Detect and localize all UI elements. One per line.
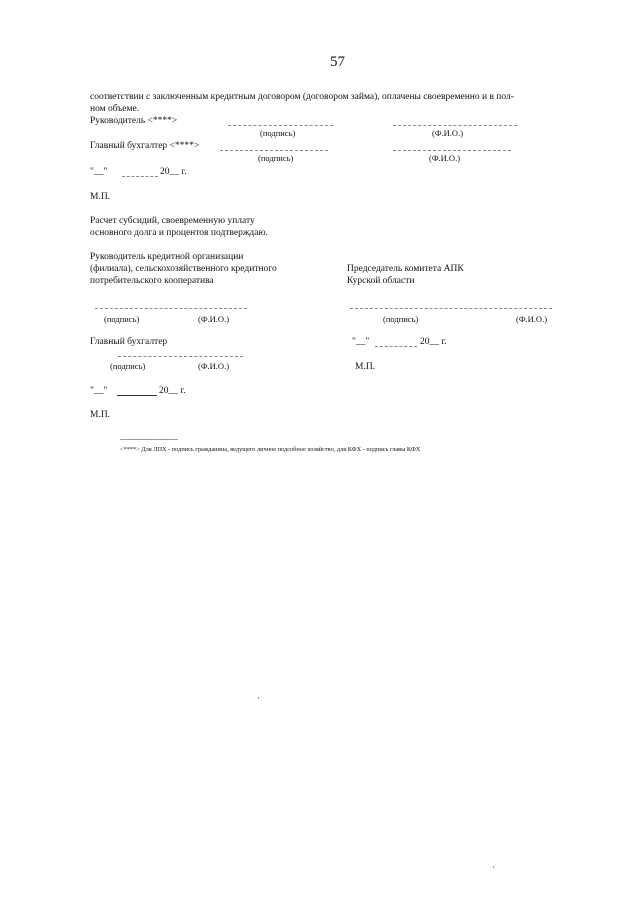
- accountant-label: Главный бухгалтер <****>: [90, 141, 200, 151]
- confirmation-line-1: Расчет субсидий, своевременную уплату: [90, 216, 255, 226]
- committee-line-1: Председатель комитета АПК: [347, 264, 464, 274]
- recipient-date-month-line: [122, 176, 158, 177]
- committee-signature-caption: (подпись): [383, 314, 419, 324]
- credit-org-line-3: потребительского кооператива: [90, 276, 214, 286]
- credit-org-signature-caption: (подпись): [104, 314, 140, 324]
- credit-org-line-1: Руководитель кредитной организации: [90, 252, 244, 262]
- accountant-signature-caption: (подпись): [258, 153, 294, 163]
- committee-name-caption: (Ф.И.О.): [516, 314, 548, 324]
- credit-org-date-quote: "__": [90, 386, 108, 396]
- confirmation-line-2: основного долга и процентов подтверждаю.: [90, 228, 268, 238]
- committee-date-quote: "__": [352, 337, 370, 347]
- accountant-signature-line: [220, 150, 328, 151]
- head-label: Руководитель <****>: [90, 116, 178, 126]
- credit-org-date-month-line: [117, 395, 157, 396]
- intro-line-1: соответствии с заключенным кредитным договором (договором займа), оплачены своевременно и в пол-: [90, 92, 514, 102]
- committee-seal: М.П.: [355, 362, 376, 372]
- credit-org-line-2: (филиала), сельскохозяйственного кредитного: [90, 264, 277, 274]
- credit-org-accountant-label: Главный бухгалтер: [90, 337, 168, 347]
- recipient-date-quote: "__": [90, 167, 108, 177]
- committee-date-year: 20__ г.: [420, 337, 447, 347]
- page-number: 57: [330, 54, 345, 70]
- scan-speck: [493, 866, 494, 868]
- head-name-caption: (Ф.И.О.): [432, 128, 464, 138]
- footnote-separator: --------------------------------: [120, 436, 178, 443]
- recipient-date-year: 20__ г.: [160, 167, 187, 177]
- committee-date-month-line: [375, 346, 417, 347]
- credit-org-name-caption: (Ф.И.О.): [198, 314, 230, 324]
- footnote-text: <****> Для ЛПХ - подпись гражданина, ведущего личное подсобное хозяйство, для КФХ - подпись главы КФХ: [120, 446, 421, 453]
- credit-org-accountant-signature-caption: (подпись): [110, 361, 146, 371]
- credit-org-accountant-line: [118, 356, 243, 357]
- committee-line-2: Курской области: [347, 276, 415, 286]
- head-name-line: [393, 125, 517, 126]
- credit-org-seal: М.П.: [90, 410, 111, 420]
- committee-signature-line: [350, 308, 552, 309]
- head-signature-line: [228, 125, 333, 126]
- scan-speck: [258, 697, 259, 699]
- intro-line-2: ном объеме.: [90, 104, 140, 114]
- accountant-name-caption: (Ф.И.О.): [429, 153, 461, 163]
- accountant-name-line: [393, 150, 511, 151]
- credit-org-accountant-name-caption: (Ф.И.О.): [198, 361, 230, 371]
- credit-org-signature-line: [95, 308, 247, 309]
- credit-org-date-year: 20__ г.: [159, 386, 186, 396]
- head-signature-caption: (подпись): [260, 128, 296, 138]
- recipient-seal: М.П.: [90, 192, 111, 202]
